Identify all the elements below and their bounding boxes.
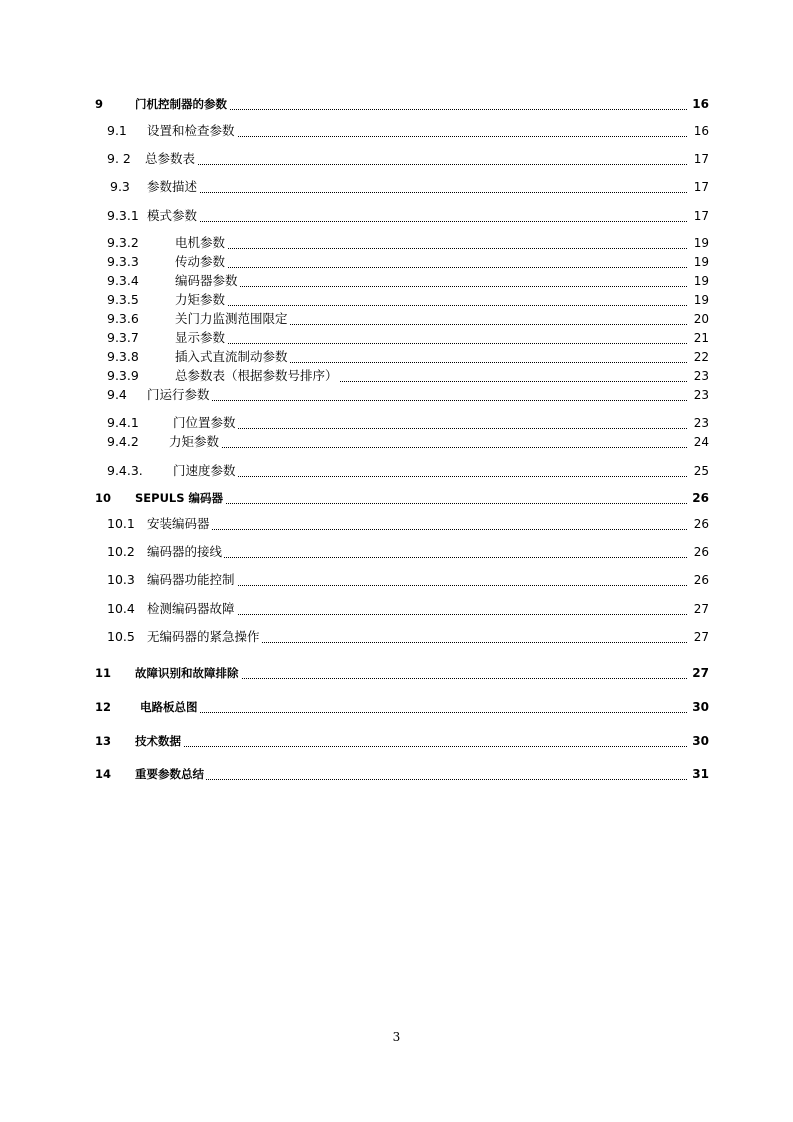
toc-entry[interactable] [95,150,709,168]
toc-entry-title: 编码器参数 [175,273,238,288]
toc-entry-title: 技术数据 [135,734,181,748]
toc-dot-leader [173,428,687,429]
toc-entry-title: 检测编码器故障 [147,601,235,616]
toc-entry[interactable] [95,433,709,451]
toc-entry-page: 26 [693,517,709,531]
toc-entry[interactable] [95,329,709,347]
toc-entry[interactable] [95,272,709,290]
toc-dot-leader [175,343,687,344]
toc-dot-leader [145,164,687,165]
toc-entry[interactable] [95,348,709,366]
toc-entry-title: 参数描述 [147,179,198,194]
toc-entry-page: 17 [693,152,709,166]
toc-entry[interactable] [95,367,709,385]
toc-dot-leader [175,248,687,249]
toc-entry-number: 10.1 [107,516,135,531]
toc-dot-leader [147,529,687,530]
toc-entry-title: 门位置参数 [173,415,236,430]
toc-entry-number: 9.4.1 [107,415,139,430]
toc-entry[interactable] [95,178,709,196]
toc-dot-leader [147,400,687,401]
toc-dot-leader [147,221,687,222]
toc-dot-leader [173,476,687,477]
toc-entry-title: 设置和检查参数 [147,123,235,138]
toc-entry-number: 9.3.7 [107,330,139,345]
toc-entry-title: 力矩参数 [175,292,226,307]
toc-entry-page: 23 [693,388,709,402]
toc-entry[interactable] [95,543,709,561]
toc-entry-page: 25 [693,464,709,478]
toc-entry[interactable] [95,122,709,140]
toc-entry[interactable] [95,489,709,507]
toc-dot-leader [135,746,687,747]
toc-entry-number: 9.3.5 [107,292,139,307]
toc-entry[interactable] [95,571,709,589]
toc-entry-page: 19 [693,236,709,250]
toc-entry-page: 16 [693,124,709,138]
toc-dot-leader [175,286,687,287]
toc-entry-page: 26 [693,573,709,587]
toc-entry[interactable] [95,234,709,252]
toc-entry[interactable] [95,600,709,618]
toc-entry[interactable] [95,515,709,533]
toc-entry-number: 9. 2 [107,151,131,166]
toc-entry-title: 无编码器的紧急操作 [147,629,260,644]
toc-entry-number: 9.3.6 [107,311,139,326]
toc-entry[interactable] [95,95,709,113]
toc-entry-title: SEPULS 编码器 [135,491,224,505]
toc-entry-number: 9.4 [107,387,127,402]
toc-entry-title: 总参数表（根据参数号排序） [175,368,338,383]
toc-entry-number: 9.3.1 [107,208,139,223]
toc-entry[interactable] [95,698,709,716]
toc-entry-title: 门运行参数 [147,387,210,402]
toc-entry-number: 10.3 [107,572,135,587]
toc-entry-page: 17 [693,180,709,194]
toc-entry-title: 力矩参数 [169,434,220,449]
toc-entry-title: 传动参数 [175,254,226,269]
toc-entry-number: 13 [95,734,112,748]
toc-entry-page: 21 [693,331,709,345]
toc-entry-page: 31 [692,767,709,781]
toc-entry-page: 20 [693,312,709,326]
toc-entry-page: 30 [692,700,709,714]
toc-entry-title: 故障识别和故障排除 [135,666,239,680]
toc-entry-page: 19 [693,255,709,269]
toc-dot-leader [175,305,687,306]
toc-dot-leader [147,557,687,558]
page-number: 3 [392,1030,401,1044]
toc-entry[interactable] [95,414,709,432]
toc-entry-title: 电机参数 [175,235,226,250]
toc-entry-number: 9.4.3. [107,463,143,478]
toc-entry[interactable] [95,732,709,750]
toc-entry-number: 9.1 [107,123,127,138]
toc-entry-number: 11 [95,666,112,680]
toc-entry[interactable] [95,765,709,783]
toc-entry-number: 9.4.2 [107,434,139,449]
toc-dot-leader [147,192,687,193]
toc-entry-number: 9.3.8 [107,349,139,364]
toc-entry-title: 关门力监测范围限定 [175,311,288,326]
toc-entry-number: 9 [95,97,104,111]
toc-entry[interactable] [95,386,709,404]
toc-entry-title: 门速度参数 [173,463,236,478]
toc-entry-title: 编码器的接线 [147,544,223,559]
toc-entry-page: 30 [692,734,709,748]
toc-entry-number: 9.3.2 [107,235,139,250]
toc-entry-number: 9.3 [110,179,130,194]
toc-entry-title: 显示参数 [175,330,226,345]
toc-entry[interactable] [95,462,709,480]
toc-entry-page: 23 [693,369,709,383]
toc-entry-page: 27 [693,602,709,616]
toc-entry-title: 安装编码器 [147,516,210,531]
toc-entry-title: 编码器功能控制 [147,572,235,587]
toc-entry-title: 门机控制器的参数 [135,97,227,111]
toc-entry[interactable] [95,628,709,646]
toc-entry-number: 10.2 [107,544,135,559]
toc-entry-title: 插入式直流制动参数 [175,349,288,364]
toc-entry-page: 26 [692,491,709,505]
toc-entry-page: 23 [693,416,709,430]
toc-entry[interactable] [95,310,709,328]
toc-entry-number: 10.4 [107,601,135,616]
toc-entry-page: 17 [693,209,709,223]
toc-entry-page: 16 [692,97,709,111]
toc-dot-leader [169,447,687,448]
toc-entry-page: 19 [693,293,709,307]
toc-entry-page: 26 [693,545,709,559]
toc-entry[interactable] [95,664,709,682]
toc-entry-number: 9.3.4 [107,273,139,288]
toc-dot-leader [175,267,687,268]
toc-entry[interactable] [95,253,709,271]
toc-entry-page: 24 [693,435,709,449]
toc-entry-title: 模式参数 [147,208,198,223]
toc-entry-page: 27 [692,666,709,680]
toc-entry-number: 12 [95,700,112,714]
toc-entry-page: 19 [693,274,709,288]
toc-entry-title: 电路板总图 [140,700,198,714]
toc-entry-number: 14 [95,767,112,781]
toc-entry-title: 总参数表 [145,151,196,166]
toc-entry-number: 9.3.3 [107,254,139,269]
toc-entry-page: 22 [693,350,709,364]
toc-entry-title: 重要参数总结 [135,767,204,781]
toc-entry[interactable] [95,207,709,225]
toc-entry[interactable] [95,291,709,309]
toc-entry-number: 9.3.9 [107,368,139,383]
toc-entry-number: 10.5 [107,629,135,644]
toc-dot-leader [135,779,687,780]
toc-entry-page: 27 [693,630,709,644]
toc-dot-leader [140,712,687,713]
toc-entry-number: 10 [95,491,112,505]
